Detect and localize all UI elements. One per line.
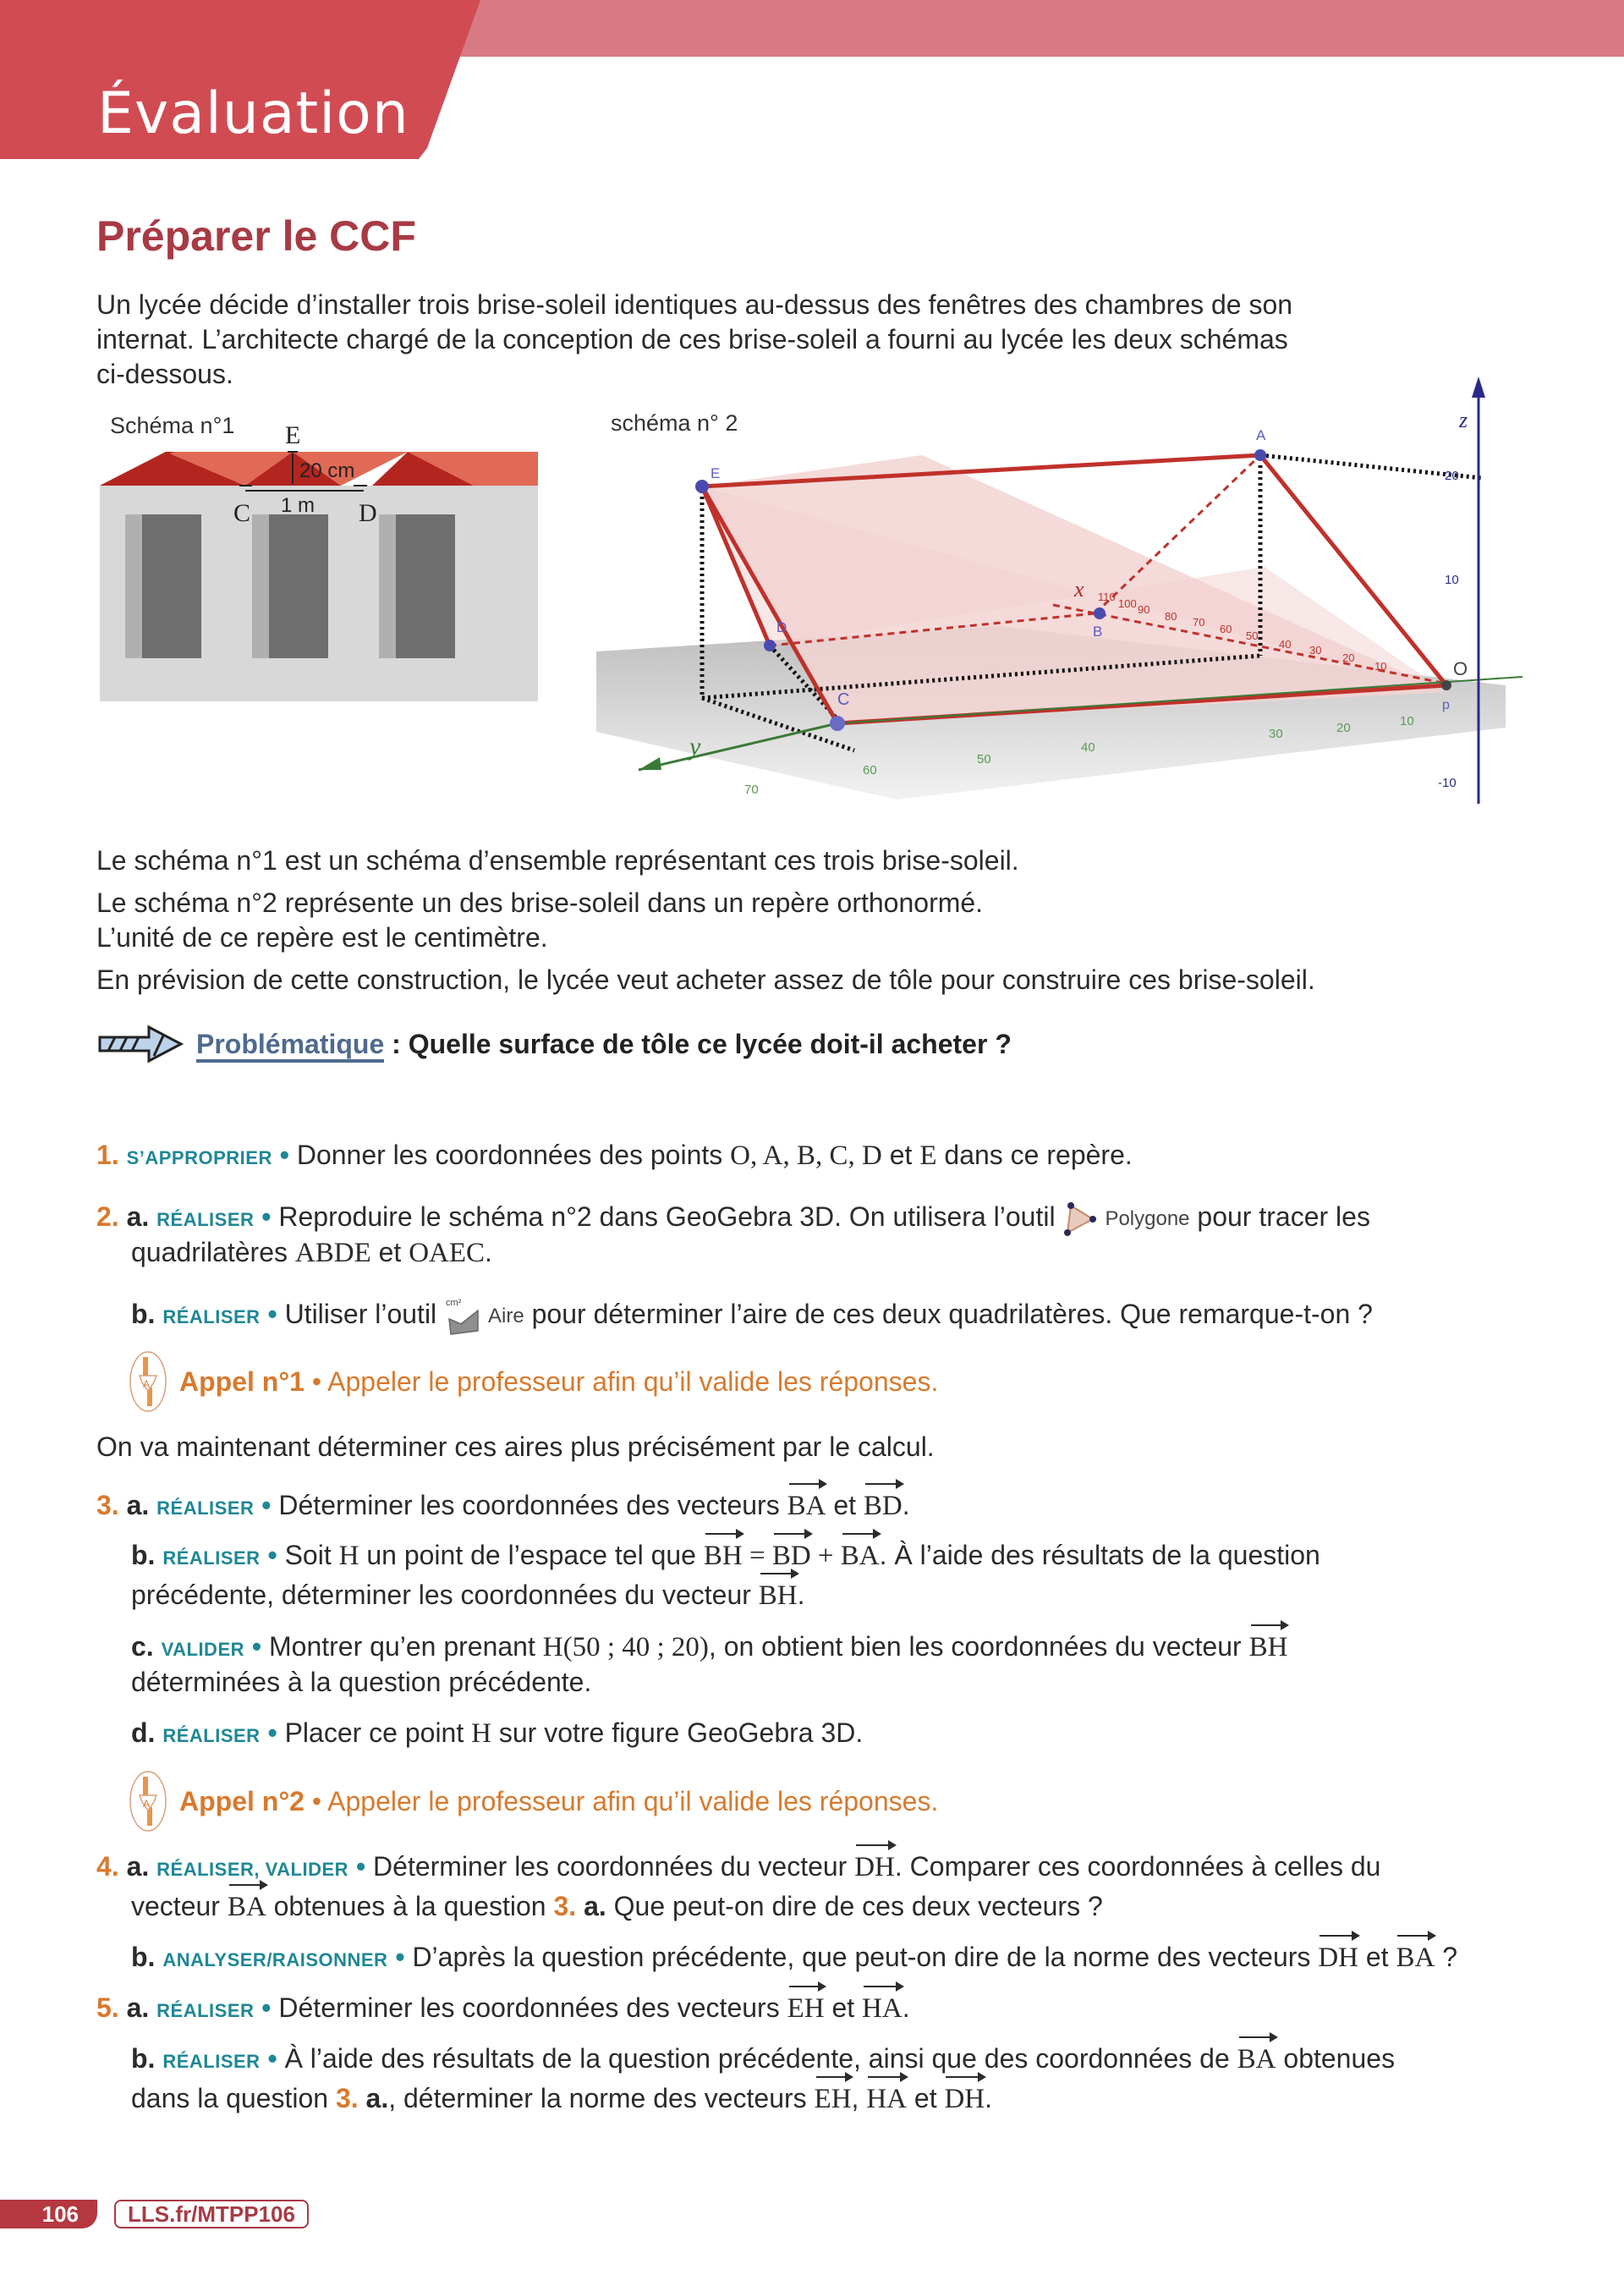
paragraph-3: L’unité de ce repère est le centimètre. bbox=[96, 922, 548, 953]
svg-text:10: 10 bbox=[1374, 660, 1387, 673]
section-title: Préparer le CCF bbox=[96, 212, 416, 260]
resource-link[interactable]: LLS.fr/MTPP106 bbox=[114, 2200, 309, 2228]
problematique: Problématique : Quelle surface de tôle ce lycée doit-il acheter ? bbox=[96, 1024, 1012, 1064]
svg-text:50: 50 bbox=[977, 752, 991, 767]
question-3c: c. VALIDER • Montrer qu’en prenant H(50 ; 40 ; 20), on obtient bien les coordonnées du vecteur BH bbox=[131, 1627, 1287, 1669]
question-3b-line2: précédente, déterminer les coordonnées du vecteur BH. bbox=[131, 1575, 805, 1615]
svg-text:50: 50 bbox=[1246, 629, 1259, 642]
svg-text:60: 60 bbox=[863, 763, 877, 778]
area-tool-icon bbox=[444, 1297, 483, 1336]
teacher-call-icon bbox=[129, 1350, 167, 1413]
svg-text:y: y bbox=[689, 733, 701, 761]
svg-text:p: p bbox=[1442, 698, 1450, 712]
svg-text:90: 90 bbox=[1138, 603, 1150, 616]
teacher-call-icon bbox=[129, 1770, 167, 1833]
svg-text:100: 100 bbox=[1118, 597, 1137, 610]
hatched-arrow-icon bbox=[96, 1024, 184, 1064]
page-number: 106 bbox=[0, 2200, 97, 2228]
appel-2: A Appel n°2 • Appeler le professeur afin qu’il valide les réponses. bbox=[129, 1770, 938, 1833]
svg-text:D: D bbox=[359, 499, 377, 527]
svg-text:70: 70 bbox=[744, 783, 759, 797]
svg-text:A: A bbox=[1256, 427, 1266, 443]
svg-text:40: 40 bbox=[1081, 740, 1095, 755]
svg-text:20: 20 bbox=[1336, 721, 1351, 735]
svg-text:40: 40 bbox=[1279, 638, 1292, 651]
polygon-tool-icon bbox=[1062, 1201, 1100, 1238]
intro-line-1: Un lycée décide d’installer trois brise-soleil identiques au-dessus des fenêtres des chambres de son bbox=[96, 289, 1293, 320]
question-4a: 4. a. RÉALISER, VALIDER • Déterminer les coordonnées du vecteur DH. Comparer ces coordonnées à celles du bbox=[96, 1847, 1380, 1889]
problematique-question: Quelle surface de tôle ce lycée doit-il acheter ? bbox=[408, 1028, 1012, 1059]
svg-text:1 m: 1 m bbox=[281, 494, 315, 517]
appel-1: A Appel n°1 • Appeler le professeur afin qu’il valide les réponses. bbox=[129, 1350, 938, 1413]
question-5b: b. RÉALISER • À l’aide des résultats de la question précédente, ainsi que des coordonnées de BA obtenues bbox=[131, 2039, 1395, 2081]
area-tool: cm² Aire bbox=[444, 1297, 524, 1336]
svg-text:80: 80 bbox=[1165, 610, 1177, 623]
intro-line-3: ci-dessous. bbox=[96, 359, 233, 389]
svg-text:O: O bbox=[1453, 658, 1468, 679]
svg-text:20: 20 bbox=[1445, 469, 1459, 483]
intro-line-2: internat. L’architecte chargé de la conception de ces brise-soleil a fourni au lycée les deux schémas bbox=[96, 324, 1288, 354]
svg-text:60: 60 bbox=[1220, 623, 1232, 635]
svg-text:D: D bbox=[776, 619, 787, 635]
schema1-label: Schéma n°1 bbox=[110, 413, 235, 438]
svg-text:30: 30 bbox=[1309, 644, 1322, 657]
svg-text:B: B bbox=[1093, 624, 1103, 640]
svg-text:-10: -10 bbox=[1438, 776, 1457, 790]
svg-text:20 cm: 20 cm bbox=[299, 459, 355, 482]
transition-text: On va maintenant déterminer ces aires plus précisément par le calcul. bbox=[96, 1431, 935, 1462]
problematique-label: Problématique bbox=[196, 1029, 384, 1063]
svg-text:E: E bbox=[710, 465, 721, 481]
svg-text:x: x bbox=[1074, 577, 1084, 602]
question-4b: b. ANALYSER/RAISONNER • D’après la question précédente, que peut-on dire de la norme des vecteurs DH et BA ? bbox=[131, 1937, 1457, 1980]
question-3c-line2: déterminées à la question précédente. bbox=[131, 1667, 592, 1697]
question-4a-line2: vecteur BA obtenues à la question 3. a. Que peut-on dire de ces deux vecteurs ? bbox=[131, 1887, 1103, 1926]
page-heading: Évaluation bbox=[97, 80, 409, 147]
svg-text:70: 70 bbox=[1193, 616, 1205, 629]
svg-text:A: A bbox=[143, 1798, 151, 1810]
question-3d: d. RÉALISER • Placer ce point H sur votre figure GeoGebra 3D. bbox=[131, 1717, 864, 1749]
schema1-point-e: E bbox=[285, 421, 301, 449]
svg-text:A: A bbox=[143, 1378, 151, 1390]
question-5a: 5. a. RÉALISER • Déterminer les coordonnées des vecteurs EH et HA. bbox=[96, 1988, 910, 2030]
schema2-geogebra-figure bbox=[592, 372, 1522, 812]
svg-text:cm²: cm² bbox=[446, 1297, 462, 1308]
question-3a: 3. a. RÉALISER • Déterminer les coordonnées des vecteurs BA et BD. bbox=[96, 1486, 910, 1528]
svg-text:30: 30 bbox=[1269, 727, 1283, 741]
polygon-tool: Polygone bbox=[1062, 1200, 1189, 1239]
question-2b: b. RÉALISER • Utiliser l’outil cm² Aire pour déterminer l’aire de ces deux quadrilatères. Que remarque-t-on ? bbox=[131, 1294, 1373, 1337]
svg-text:C: C bbox=[233, 499, 251, 527]
svg-text:C: C bbox=[837, 690, 850, 709]
svg-text:z: z bbox=[1459, 408, 1468, 432]
question-2a-line2: quadrilatères ABDE et OAEC. bbox=[131, 1237, 492, 1268]
svg-text:110: 110 bbox=[1098, 591, 1116, 603]
paragraph-1: Le schéma n°1 est un schéma d’ensemble représentant ces trois brise-soleil. bbox=[96, 845, 1019, 876]
question-3b: b. RÉALISER • Soit H un point de l’espace tel que BH = BD + BA. À l’aide des résultats de la question bbox=[131, 1536, 1320, 1578]
question-5b-line2: dans la question 3. a., déterminer la norme des vecteurs EH, HA et DH. bbox=[131, 2079, 992, 2118]
svg-text:20: 20 bbox=[1342, 651, 1355, 664]
paragraph-4: En prévision de cette construction, le lycée veut acheter assez de tôle pour construire ces brise-soleil. bbox=[96, 964, 1315, 995]
schema2-label: schéma n° 2 bbox=[611, 410, 738, 436]
question-1: 1. S’APPROPRIER • Donner les coordonnées des points O, A, B, C, D et E dans ce repère. bbox=[96, 1140, 1133, 1171]
question-2a: 2. a. RÉALISER • Reproduire le schéma n°2 dans GeoGebra 3D. On utilisera l’outil Polygone pour tracer les bbox=[96, 1197, 1370, 1239]
skill-tag: S’APPROPRIER bbox=[126, 1147, 272, 1168]
svg-text:10: 10 bbox=[1400, 714, 1414, 728]
paragraph-2: Le schéma n°2 représente un des brise-soleil dans un repère orthonormé. bbox=[96, 887, 984, 918]
svg-text:10: 10 bbox=[1445, 573, 1459, 587]
